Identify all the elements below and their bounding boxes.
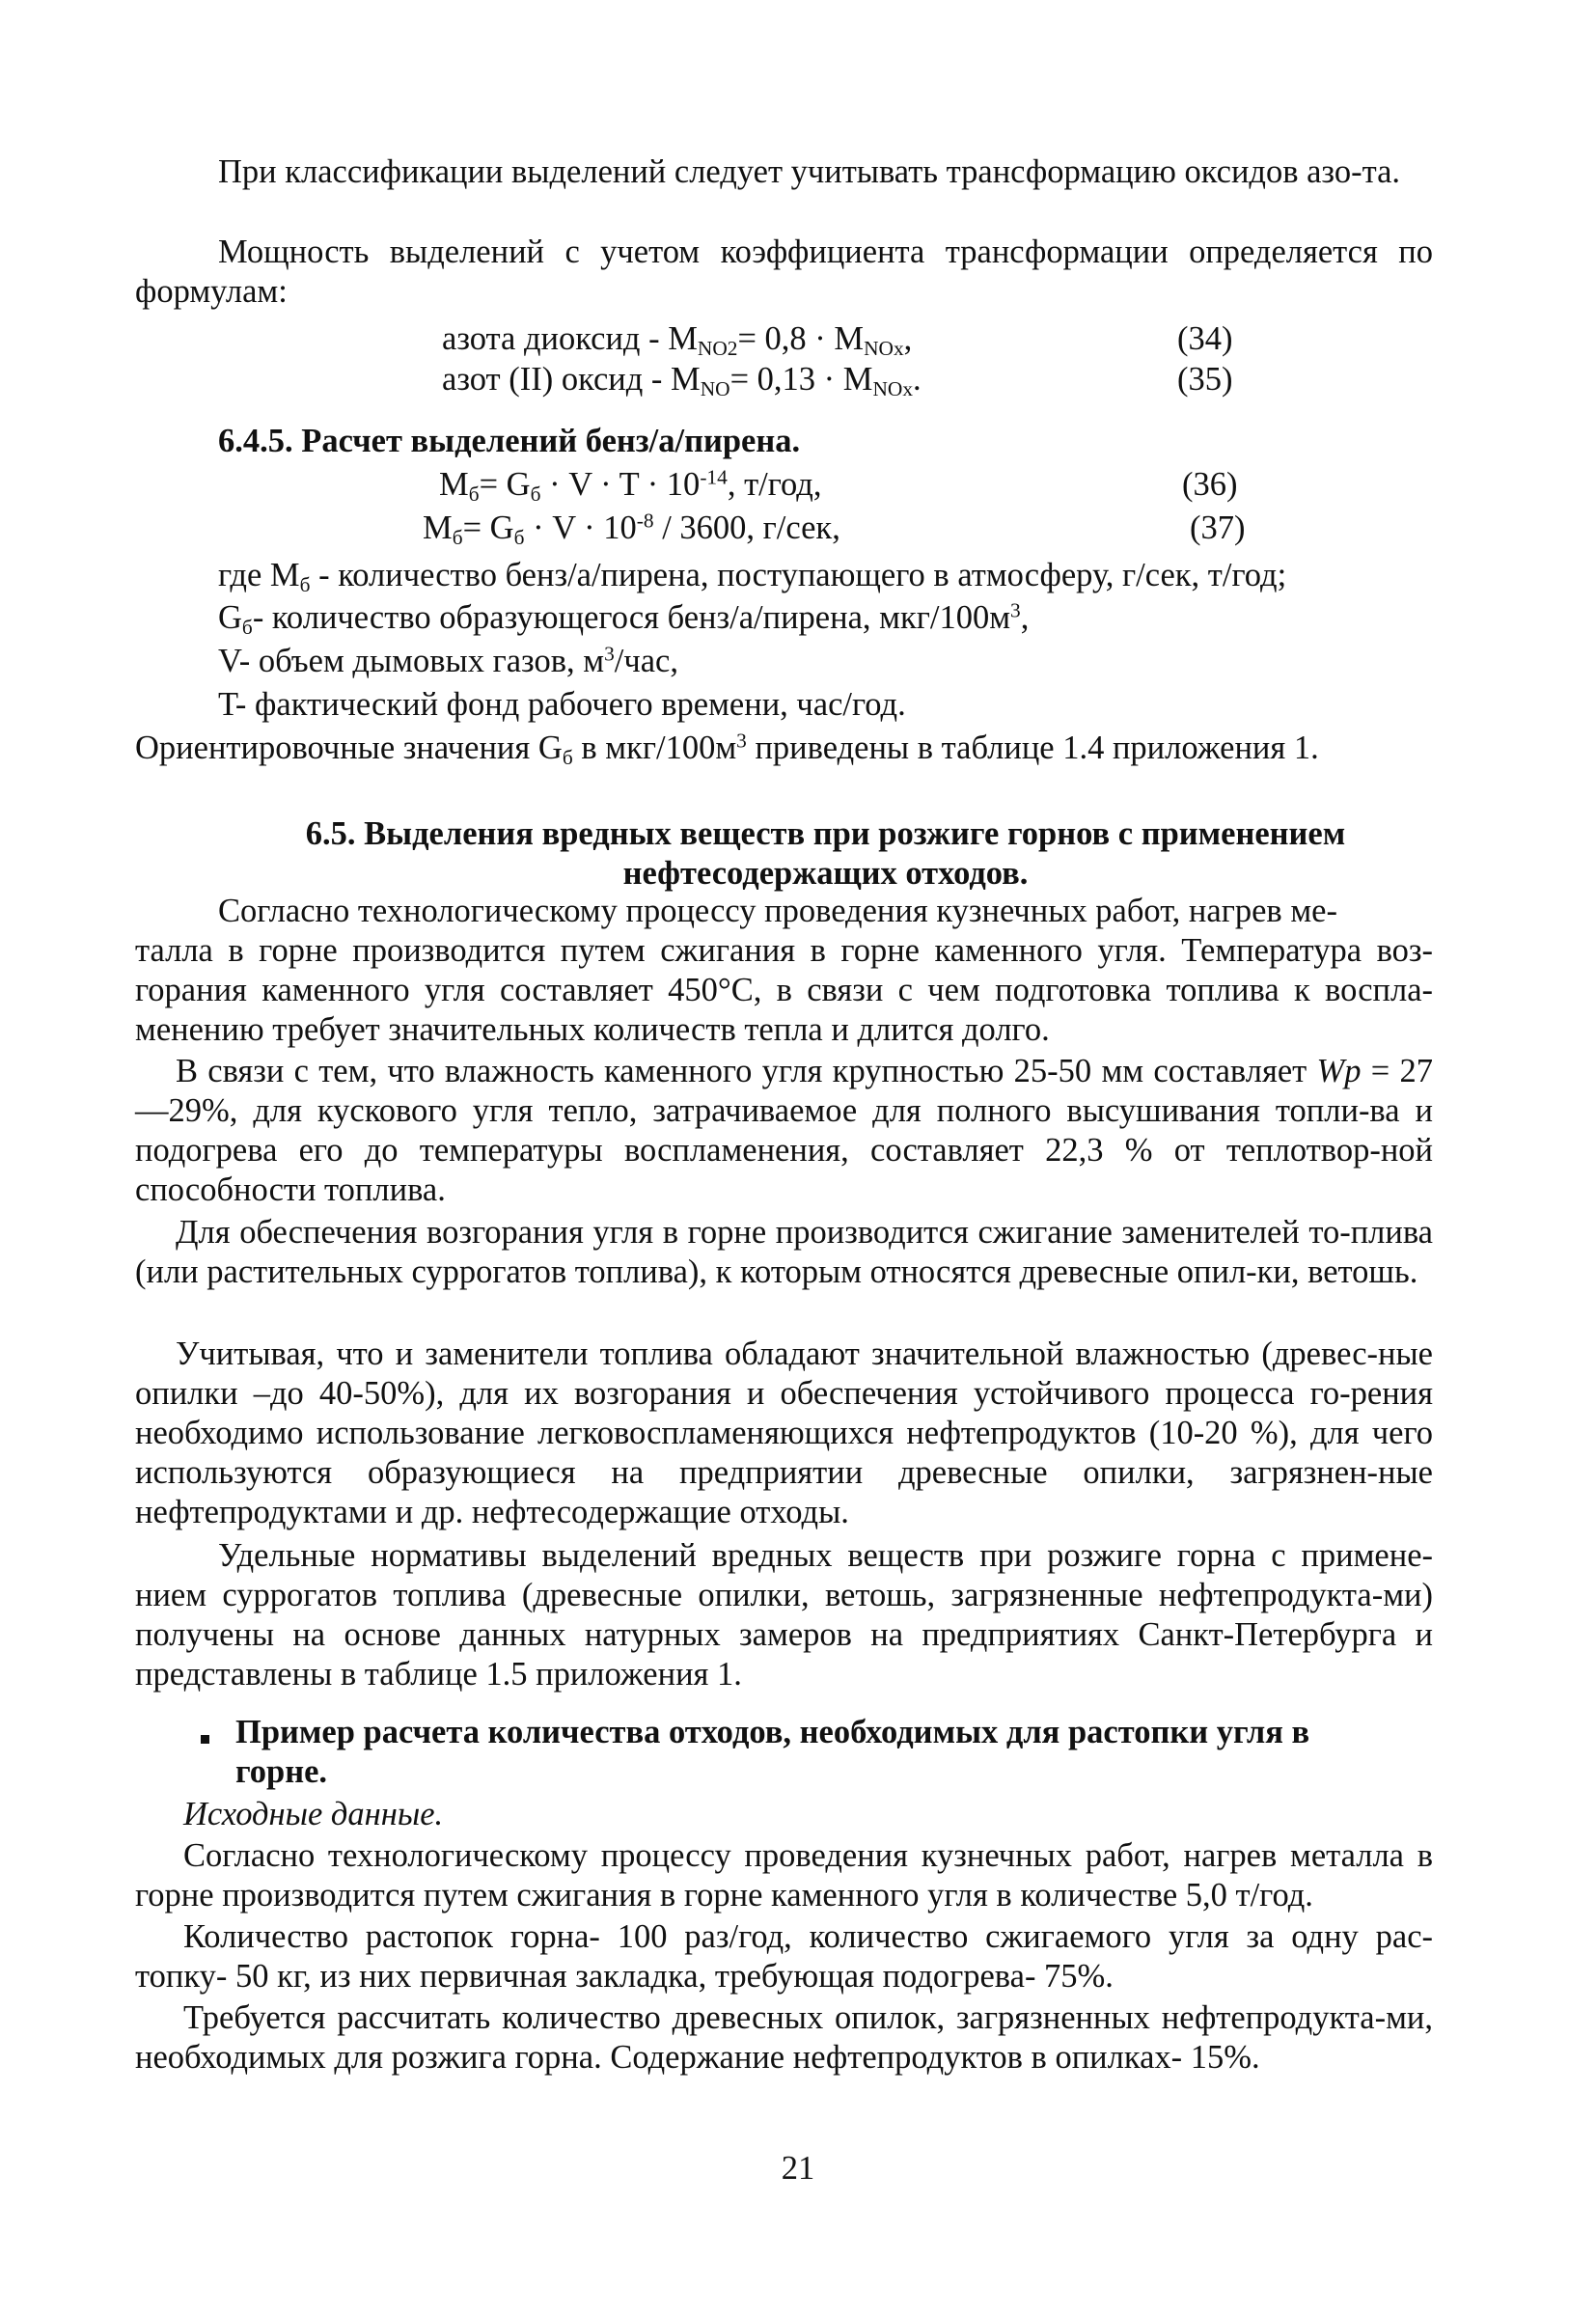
where-line-v: V- объем дымовых газов, $м^3$/час, <box>218 642 678 679</box>
formula-37: $M_б= G_б \cdot V \cdot 10^{-8} / 3600$, г/сек, <box>423 509 840 549</box>
formula-36: $M_б= G_б \cdot V \cdot T \cdot 10^{-14}$, т/год, <box>439 465 822 506</box>
section-6-5-paragraph-2: В связи с тем, что влажность каменного угля крупностью 25-50 мм составляет Wp = 27—29%, для кускового угля тепло, затрачиваемое для полного высушивания топли-ва и подогрева его до температуры воспламенения, составляет 22,3 % от теплотвор-ной способности топлива. <box>135 1053 1433 1208</box>
where-line-t: T- фактический фонд рабочего времени, час/год. <box>218 686 906 723</box>
page-number: 21 <box>781 2150 815 2187</box>
intro-paragraph-2: Мощность выделений с учетом коэффициента трансформации определяется по формулам: <box>135 234 1433 310</box>
section-6-5-paragraph-3: Для обеспечения возгорания угля в горне производится сжигание заменителей то-плива (или растительных суррогатов топлива), к которым относятся древесные опил-ки, ветошь. <box>135 1214 1433 1290</box>
section-6-5-paragraph-4: Учитывая, что и заменители топлива обладают значительной влажностью (древес-ные опилки –до 40-50%), для их возгорания и обеспечения устойчивого процесса го-рения необходимо использование легковоспламеняющихся нефтепродуктов (10-20 %), для чего используются образующиеся на предприятии древесные опилки, загрязнен-ные нефтепродуктами и др. нефтесодержащие отходы. <box>135 1335 1433 1530</box>
section-6-5-paragraph-1: Согласно технологическому процессу проведения кузнечных работ, нагрев ме- талла в горне производится путем сжигания в горне каменного угля. Температура воз-горания каменного угля составляет 450°С, в связи с чем подготовка топлива к воспла-менению требует значительных количеств тепла и длится долго. <box>135 893 1433 1048</box>
example-paragraph-2: Количество растопок горна- 100 раз/год, количество сжигаемого угля за одну рас-топку- 50 кг, из них первичная закладка, требующая подогрева- 75%. <box>135 1918 1433 1995</box>
equation-number-37: (37) <box>1190 509 1246 546</box>
example-paragraph-1: Согласно технологическому процессу проведения кузнечных работ, нагрев металла в горне производится путем сжигания в горне каменного угля в количестве 5,0 т/год. <box>135 1837 1433 1914</box>
intro-paragraph-1: При классификации выделений следует учитывать трансформацию оксидов азо-та. <box>218 153 1401 190</box>
section-heading-6-5: 6.5. Выделения вредных веществ при розжиге горнов с применением нефтесодержащих отходов. <box>305 815 1346 892</box>
example-heading: Пример расчета количества отходов, необходимых для растопки угля в горне. <box>235 1714 1310 1790</box>
where-line-m: где $M_б$ - количество бенз/а/пирена, поступающего в атмосферу, г/сек, т/год; <box>218 557 1287 596</box>
example-paragraph-3: Требуется рассчитать количество древесных опилок, загрязненных нефтепродукта-ми, необходимых для розжига горна. Содержание нефтепродуктов в опилках- 15%. <box>135 1999 1433 2076</box>
where-line-g: $G_б-$ количество образующегося бенз/а/пирена, мкг/$100м^3$, <box>218 598 1030 639</box>
bullet-icon <box>201 1735 209 1744</box>
equation-number-36: (36) <box>1182 466 1238 503</box>
equation-number-35: (35) <box>1177 361 1233 398</box>
example-subheading: Исходные данные. <box>183 1796 444 1832</box>
orientation-values-line: Ориентировочные значения $G_б$ в мкг/$100м^3$ приведены в таблице 1.4 приложения 1. <box>135 729 1319 769</box>
section-6-5-paragraph-5: Удельные нормативы выделений вредных веществ при розжиге горна с примене-нием суррогатов топлива (древесные опилки, ветошь, загрязненные нефтепродукта-ми) получены на основе данных натурных замеров на предприятиях Санкт-Петербурга и представлены в таблице 1.5 приложения 1. <box>135 1537 1433 1693</box>
formula-35: азот (II) оксид - $M_{NO}= 0,13 \cdot M_{NOx}$. <box>442 361 922 400</box>
section-heading-6-4-5: 6.4.5. Расчет выделений бенз/а/пирена. <box>218 423 801 459</box>
equation-number-34: (34) <box>1177 320 1233 357</box>
formula-34: азота диоксид - $M_{NO2}= 0,8 \cdot M_{NOx}$, <box>442 320 913 360</box>
